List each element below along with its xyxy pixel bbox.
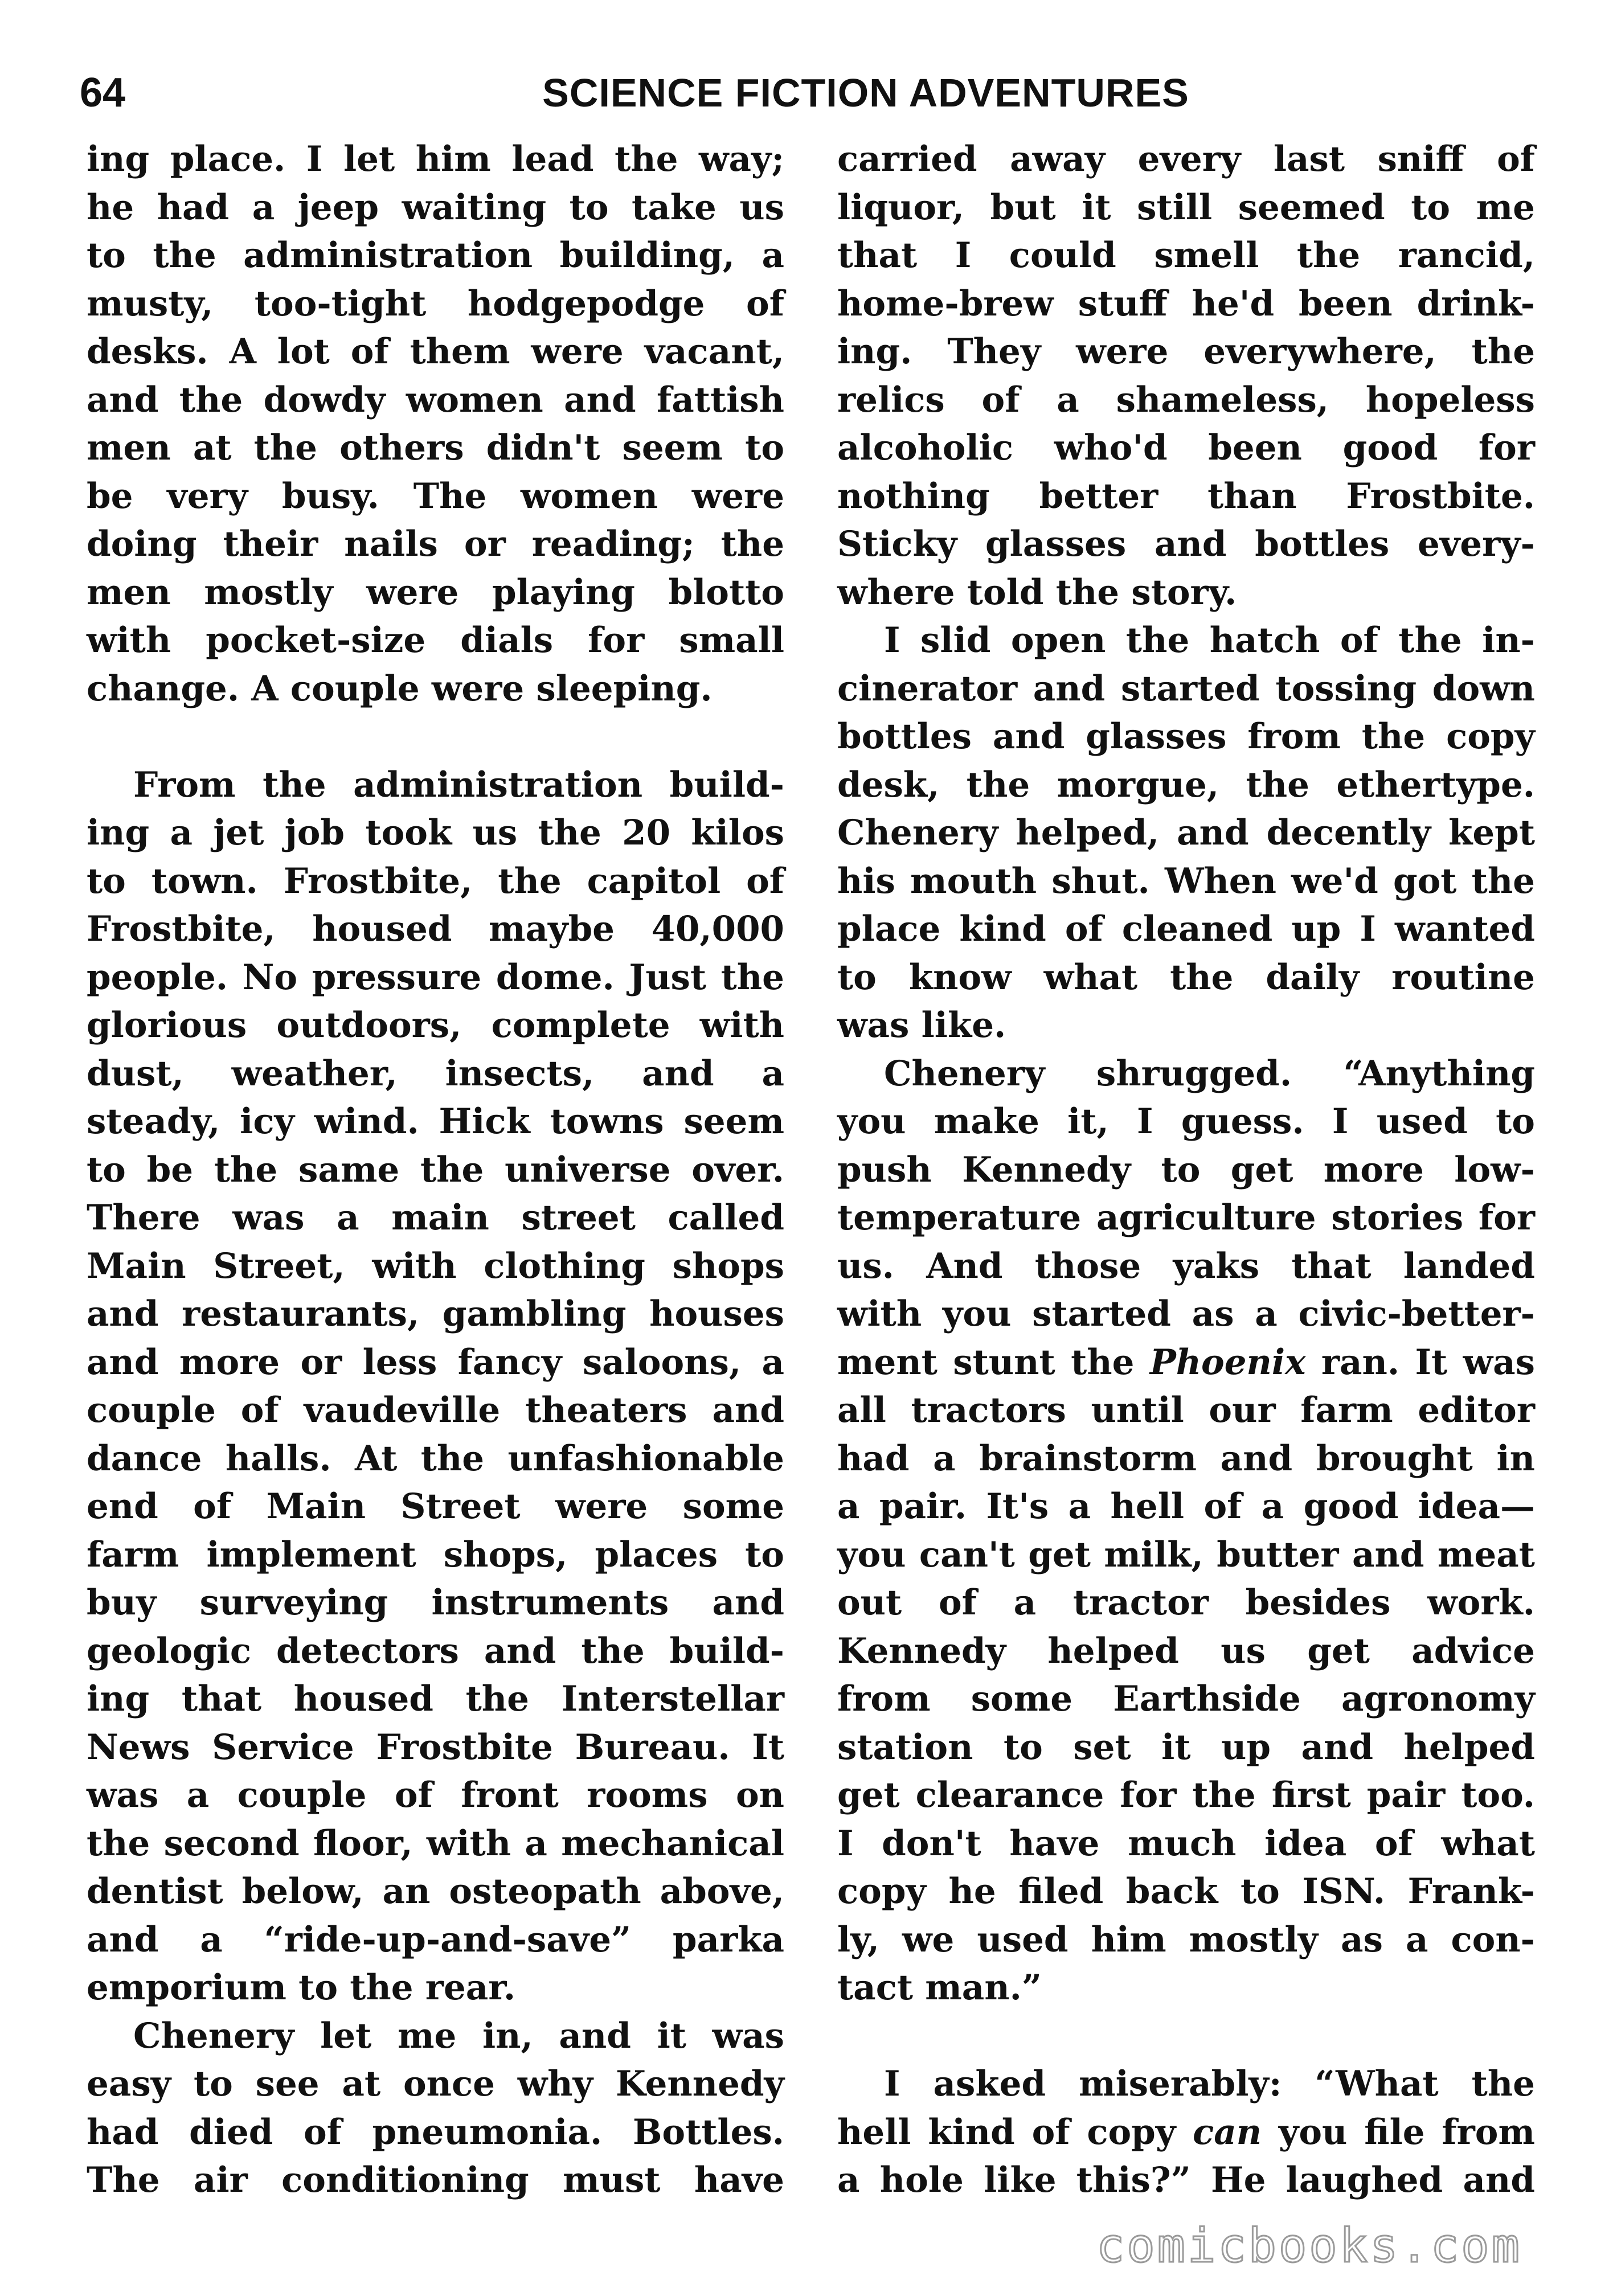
text-line: had died of pneumonia. Bottles. bbox=[87, 2112, 784, 2152]
text-line: tact man.” bbox=[837, 1967, 1042, 2008]
text-line: ing. They were everywhere, the bbox=[837, 331, 1535, 372]
text-line: Sticky glasses and bottles every- bbox=[837, 524, 1535, 564]
text-line: ing place. I let him lead the way; bbox=[87, 139, 784, 179]
text-line: easy to see at once why Kennedy bbox=[87, 2064, 784, 2104]
text-line: copy he filed back to ISN. Frank- bbox=[837, 1871, 1535, 1912]
text-line: There was a main street called bbox=[87, 1198, 784, 1238]
text-line: ing a jet job took us the 20 kilos bbox=[87, 813, 784, 853]
left-column bbox=[87, 136, 784, 2205]
text-line: emporium to the rear. bbox=[87, 1967, 516, 2008]
text-line: ly, we used him mostly as a con- bbox=[837, 1919, 1535, 1960]
text-line: the second floor, with a mechanical bbox=[87, 1823, 784, 1864]
text-line: I asked miserably: “What the bbox=[884, 2064, 1535, 2104]
text-line: a hole like this?” He laughed and bbox=[837, 2160, 1535, 2200]
text-line: nothing better than Frostbite. bbox=[837, 475, 1535, 516]
text-line: carried away every last sniff of bbox=[837, 139, 1535, 179]
text-line: had a brainstorm and brought in bbox=[837, 1438, 1535, 1479]
text-line: out of a tractor besides work. bbox=[837, 1582, 1535, 1623]
text-line: you can't get milk, butter and meat bbox=[837, 1534, 1535, 1575]
text-line: where told the story. bbox=[837, 572, 1237, 613]
text-line: relics of a shameless, hopeless bbox=[837, 379, 1535, 420]
text-line: us. And those yaks that landed bbox=[837, 1245, 1535, 1286]
text-line: geologic detectors and the build- bbox=[87, 1630, 784, 1671]
text-line: bottles and glasses from the copy bbox=[837, 716, 1535, 757]
text-line: to know what the daily routine bbox=[837, 957, 1535, 998]
text-line: steady, icy wind. Hick towns seem bbox=[87, 1101, 784, 1142]
running-title: SCIENCE FICTION ADVENTURES bbox=[542, 71, 1189, 115]
text-line: Chenery shrugged. “Anything bbox=[884, 1053, 1535, 1094]
text-line: News Service Frostbite Bureau. It bbox=[87, 1727, 784, 1768]
text-line: and a “ride-up-and-save” parka bbox=[87, 1919, 784, 1960]
text-line: Kennedy helped us get advice bbox=[837, 1630, 1535, 1671]
text-line: liquor, but it still seemed to me bbox=[837, 187, 1535, 228]
text-line: and more or less fancy saloons, a bbox=[87, 1342, 784, 1383]
text-line: be very busy. The women were bbox=[87, 475, 784, 516]
text-line: buy surveying instruments and bbox=[87, 1582, 784, 1623]
text-line: he had a jeep waiting to take us bbox=[87, 187, 784, 228]
text-line: I slid open the hatch of the in- bbox=[884, 620, 1535, 661]
text-line: farm implement shops, places to bbox=[87, 1534, 784, 1575]
watermark: comicbooks.com bbox=[1096, 2219, 1522, 2273]
text-line: Main Street, with clothing shops bbox=[87, 1245, 784, 1286]
text-line: glorious outdoors, complete with bbox=[87, 1005, 784, 1046]
text-line: people. No pressure dome. Just the bbox=[87, 957, 784, 998]
text-line: with pocket-size dials for small bbox=[87, 620, 784, 661]
text-line: dust, weather, insects, and a bbox=[87, 1053, 784, 1094]
italic-text: Phoenix bbox=[1149, 1342, 1306, 1383]
paragraph-gap bbox=[837, 2012, 1535, 2061]
italic-text: can bbox=[1193, 2112, 1262, 2152]
text-line: ing that housed the Interstellar bbox=[87, 1679, 784, 1719]
text-line: with you started as a civic-better- bbox=[837, 1294, 1535, 1334]
text-line: From the administration build- bbox=[133, 764, 784, 805]
text-line: and restaurants, gambling houses bbox=[87, 1294, 784, 1334]
text-line: desk, the morgue, the ethertype. bbox=[837, 764, 1535, 805]
text-line: Chenery helped, and decently kept bbox=[837, 813, 1535, 853]
text-line: men mostly were playing blotto bbox=[87, 572, 784, 613]
text-line: temperature agriculture stories for bbox=[837, 1198, 1535, 1238]
text-line: Chenery let me in, and it was bbox=[133, 2015, 784, 2056]
text-line: to be the same the universe over. bbox=[87, 1149, 784, 1190]
text-line: end of Main Street were some bbox=[87, 1486, 784, 1527]
text-line: dentist below, an osteopath above, bbox=[87, 1871, 784, 1912]
text-line: his mouth shut. When we'd got the bbox=[837, 860, 1535, 901]
text-line: was a couple of front rooms on bbox=[87, 1775, 784, 1815]
page-header bbox=[80, 62, 1538, 124]
text-line: change. A couple were sleeping. bbox=[87, 668, 713, 709]
text-line: ment stunt the Phoenix ran. It was bbox=[837, 1342, 1535, 1383]
page-number: 64 bbox=[80, 70, 126, 116]
text-line: get clearance for the first pair too. bbox=[837, 1775, 1535, 1815]
text-line: you make it, I guess. I used to bbox=[837, 1101, 1535, 1142]
paragraph-gap bbox=[87, 713, 784, 761]
text-line: Frostbite, housed maybe 40,000 bbox=[87, 909, 784, 949]
text-line: to town. Frostbite, the capitol of bbox=[87, 860, 784, 901]
text-line: a pair. It's a hell of a good idea— bbox=[837, 1486, 1535, 1527]
text-line: hell kind of copy can you file from bbox=[837, 2112, 1535, 2152]
text-line: place kind of cleaned up I wanted bbox=[837, 909, 1535, 949]
text-line: cinerator and started tossing down bbox=[837, 668, 1535, 709]
text-line: push Kennedy to get more low- bbox=[837, 1149, 1535, 1190]
text-line: that I could smell the rancid, bbox=[837, 235, 1535, 276]
right-column bbox=[837, 136, 1535, 2205]
text-line: from some Earthside agronomy bbox=[837, 1679, 1535, 1719]
text-line: home-brew stuff he'd been drink- bbox=[837, 283, 1535, 324]
text-line: doing their nails or reading; the bbox=[87, 524, 784, 564]
text-line: station to set it up and helped bbox=[837, 1727, 1535, 1768]
text-line: alcoholic who'd been good for bbox=[837, 428, 1535, 468]
text-line: was like. bbox=[837, 1005, 1006, 1046]
text-line: desks. A lot of them were vacant, bbox=[87, 331, 784, 372]
text-line: I don't have much idea of what bbox=[837, 1823, 1535, 1864]
text-line: and the dowdy women and fattish bbox=[87, 379, 784, 420]
text-line: The air conditioning must have bbox=[87, 2160, 784, 2200]
text-line: dance halls. At the unfashionable bbox=[87, 1438, 784, 1479]
text-line: all tractors until our farm editor bbox=[837, 1390, 1535, 1430]
text-line: men at the others didn't seem to bbox=[87, 428, 784, 468]
text-line: couple of vaudeville theaters and bbox=[87, 1390, 784, 1430]
text-line: to the administration building, a bbox=[87, 235, 784, 276]
text-line: musty, too-tight hodgepodge of bbox=[87, 283, 784, 324]
